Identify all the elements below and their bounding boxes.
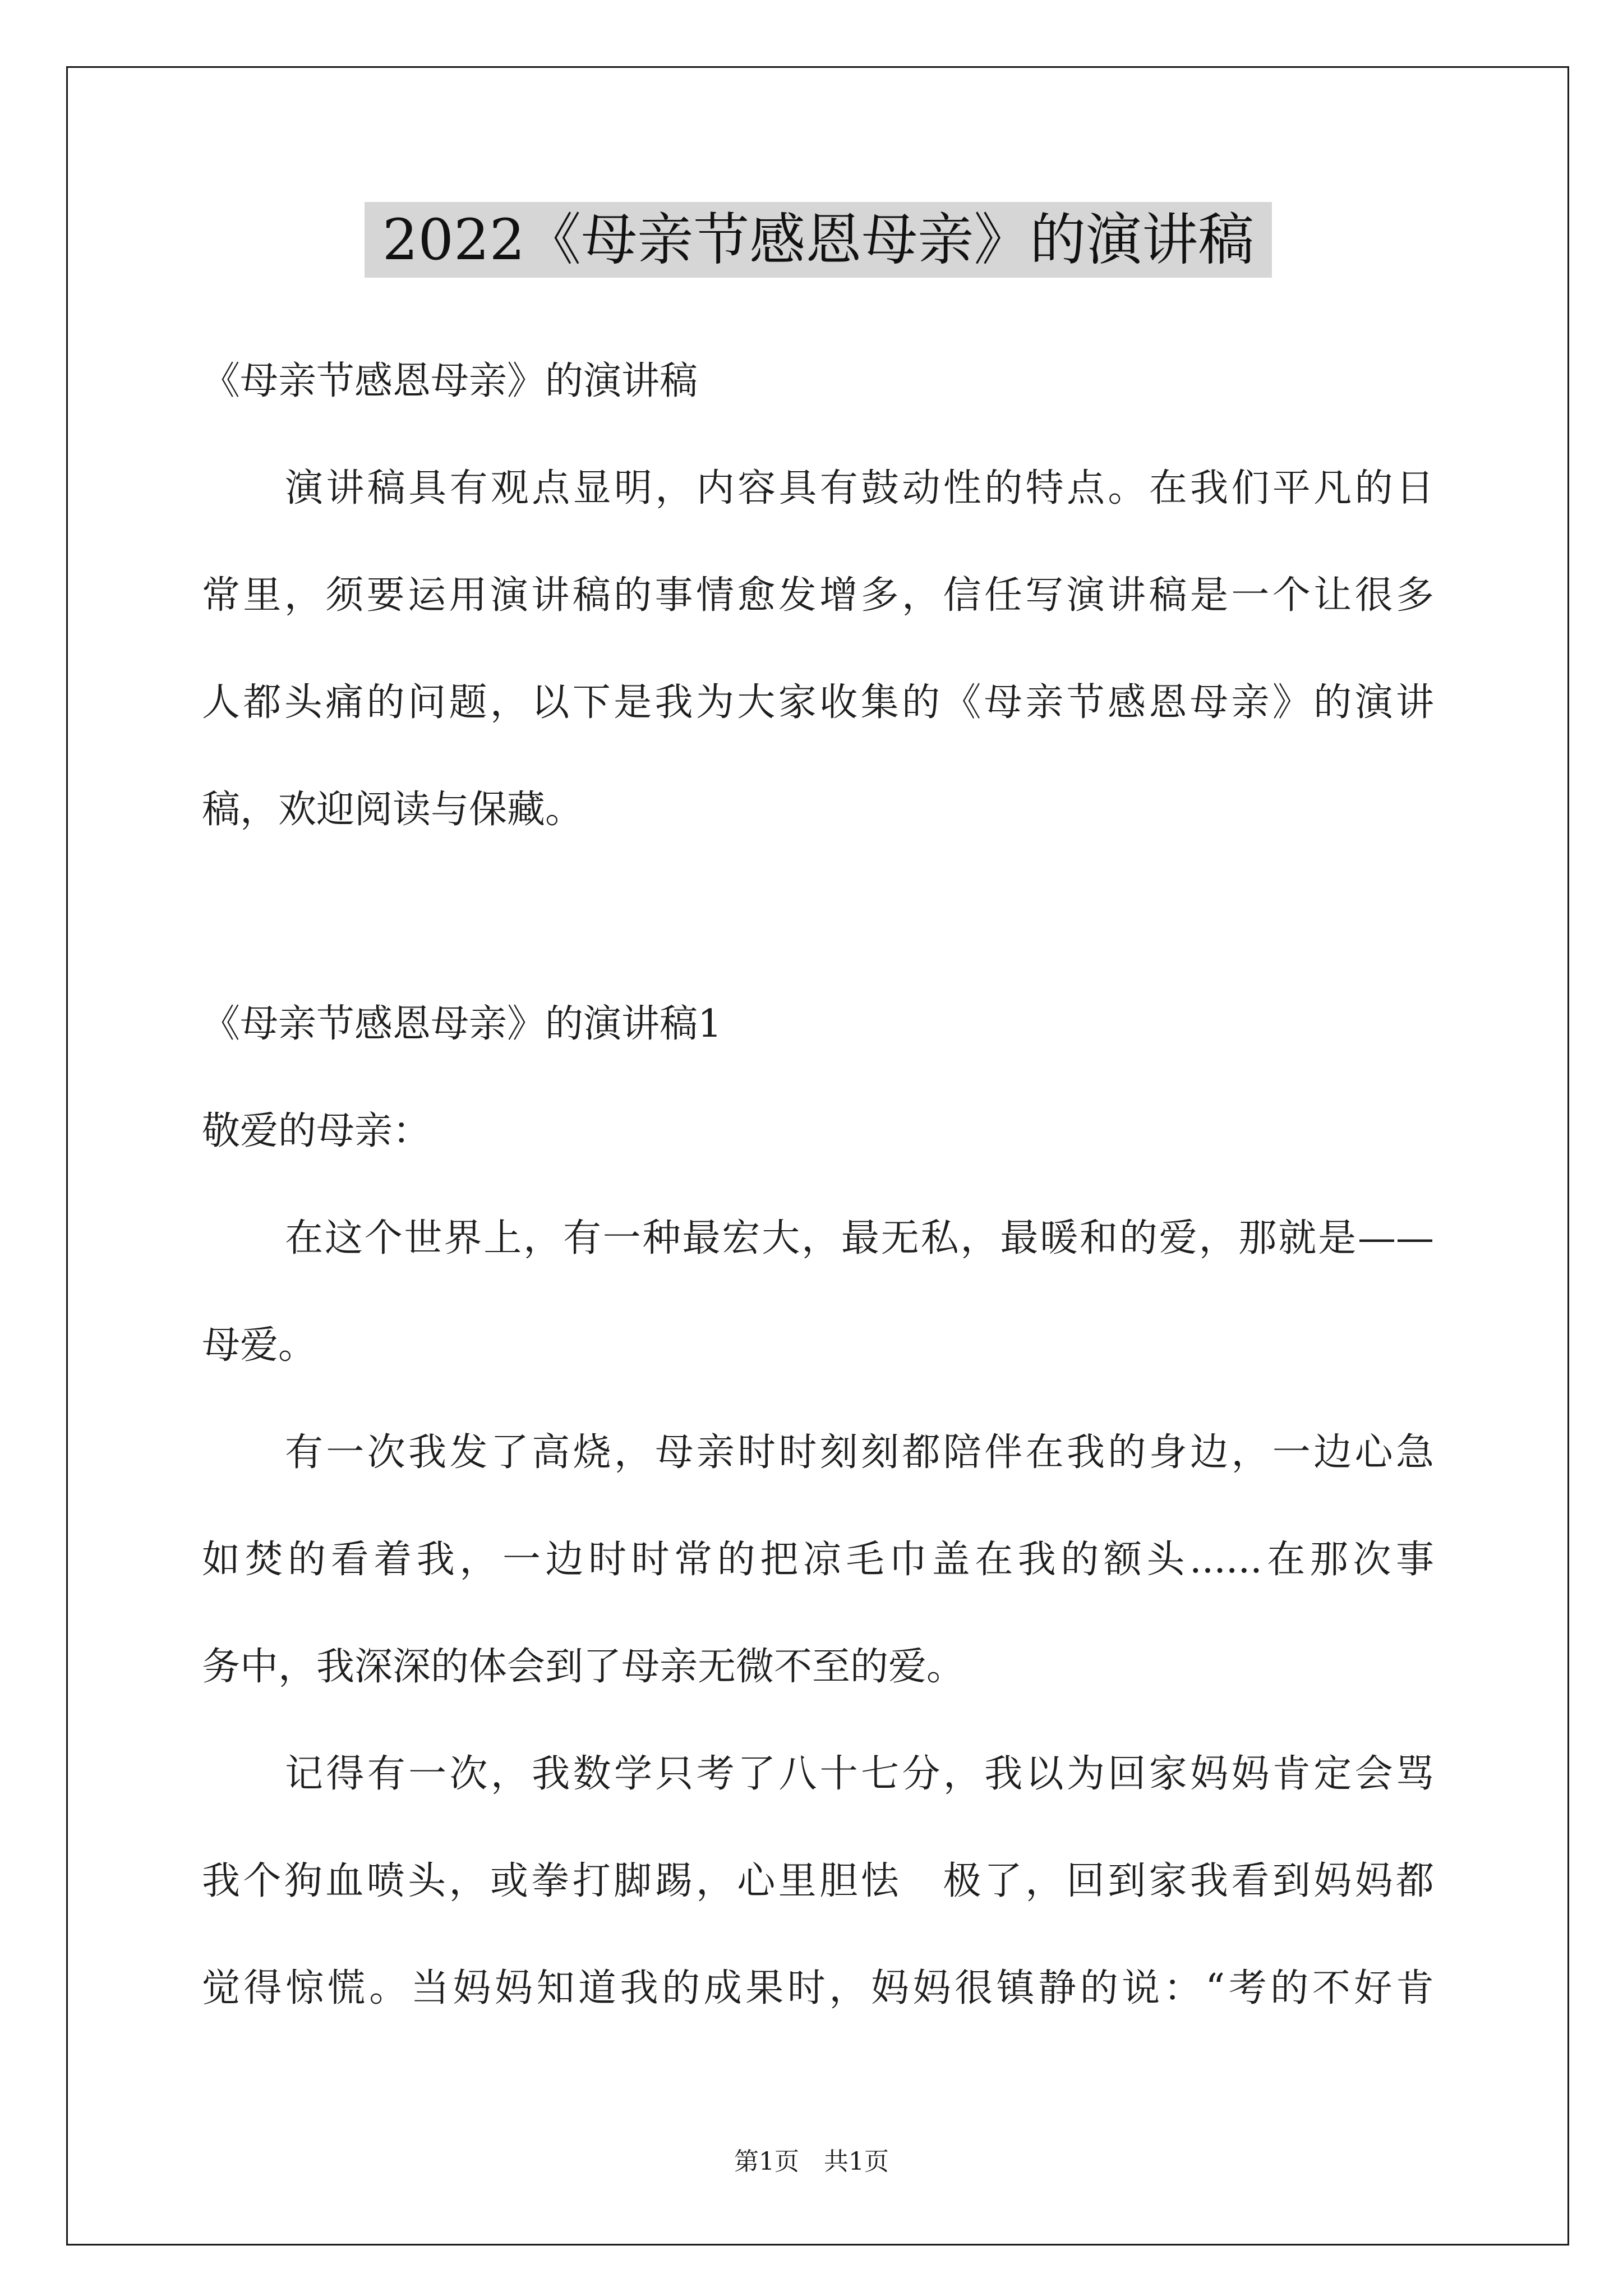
document-body xyxy=(202,328,1434,2042)
text-line: 稿，欢迎阅读与保藏。 xyxy=(202,788,584,832)
section-heading: 《母亲节感恩母亲》的演讲稿1 xyxy=(202,1002,722,1046)
text-line: 母爱。 xyxy=(202,1323,317,1368)
text-line: 在这个世界上，有一种最宏大，最无私，最暖和的爱，那就是—— xyxy=(285,1216,1434,1260)
text-line: 我个狗血喷头，或拳打脚踢，心里胆怯 极了，回到家我看到妈妈都 xyxy=(202,1859,1434,1903)
section-heading: 《母亲节感恩母亲》的演讲稿 xyxy=(202,359,698,403)
text-line: 人都头痛的问题，以下是我为大家收集的《母亲节感恩母亲》的演讲 xyxy=(202,680,1434,725)
text-line: 务中，我深深的体会到了母亲无微不至的爱。 xyxy=(202,1645,965,1689)
page-footer: 第1页 共1页 xyxy=(734,2147,889,2176)
document-title: 2022《母亲节感恩母亲》的演讲稿 xyxy=(365,202,1272,278)
text-line: 有一次我发了高烧，母亲时时刻刻都陪伴在我的身边，一边心急 xyxy=(285,1430,1434,1475)
text-line: 如焚的看着我，一边时时常的把凉毛巾盖在我的额头......在那次事 xyxy=(202,1538,1434,1582)
text-line: 演讲稿具有观点显明，内容具有鼓动性的特点。在我们平凡的日 xyxy=(285,466,1434,510)
blank-line xyxy=(202,863,1434,970)
text-line: 觉得惊慌。当妈妈知道我的成果时，妈妈很镇静的说：“考的不好肯 xyxy=(202,1966,1434,2010)
text-line: 记得有一次，我数学只考了八十七分，我以为回家妈妈肯定会骂 xyxy=(285,1752,1434,1796)
salutation: 敬爱的母亲： xyxy=(202,1109,431,1153)
text-line: 常里，须要运用演讲稿的事情愈发增多，信任写演讲稿是一个让很多 xyxy=(202,573,1434,618)
